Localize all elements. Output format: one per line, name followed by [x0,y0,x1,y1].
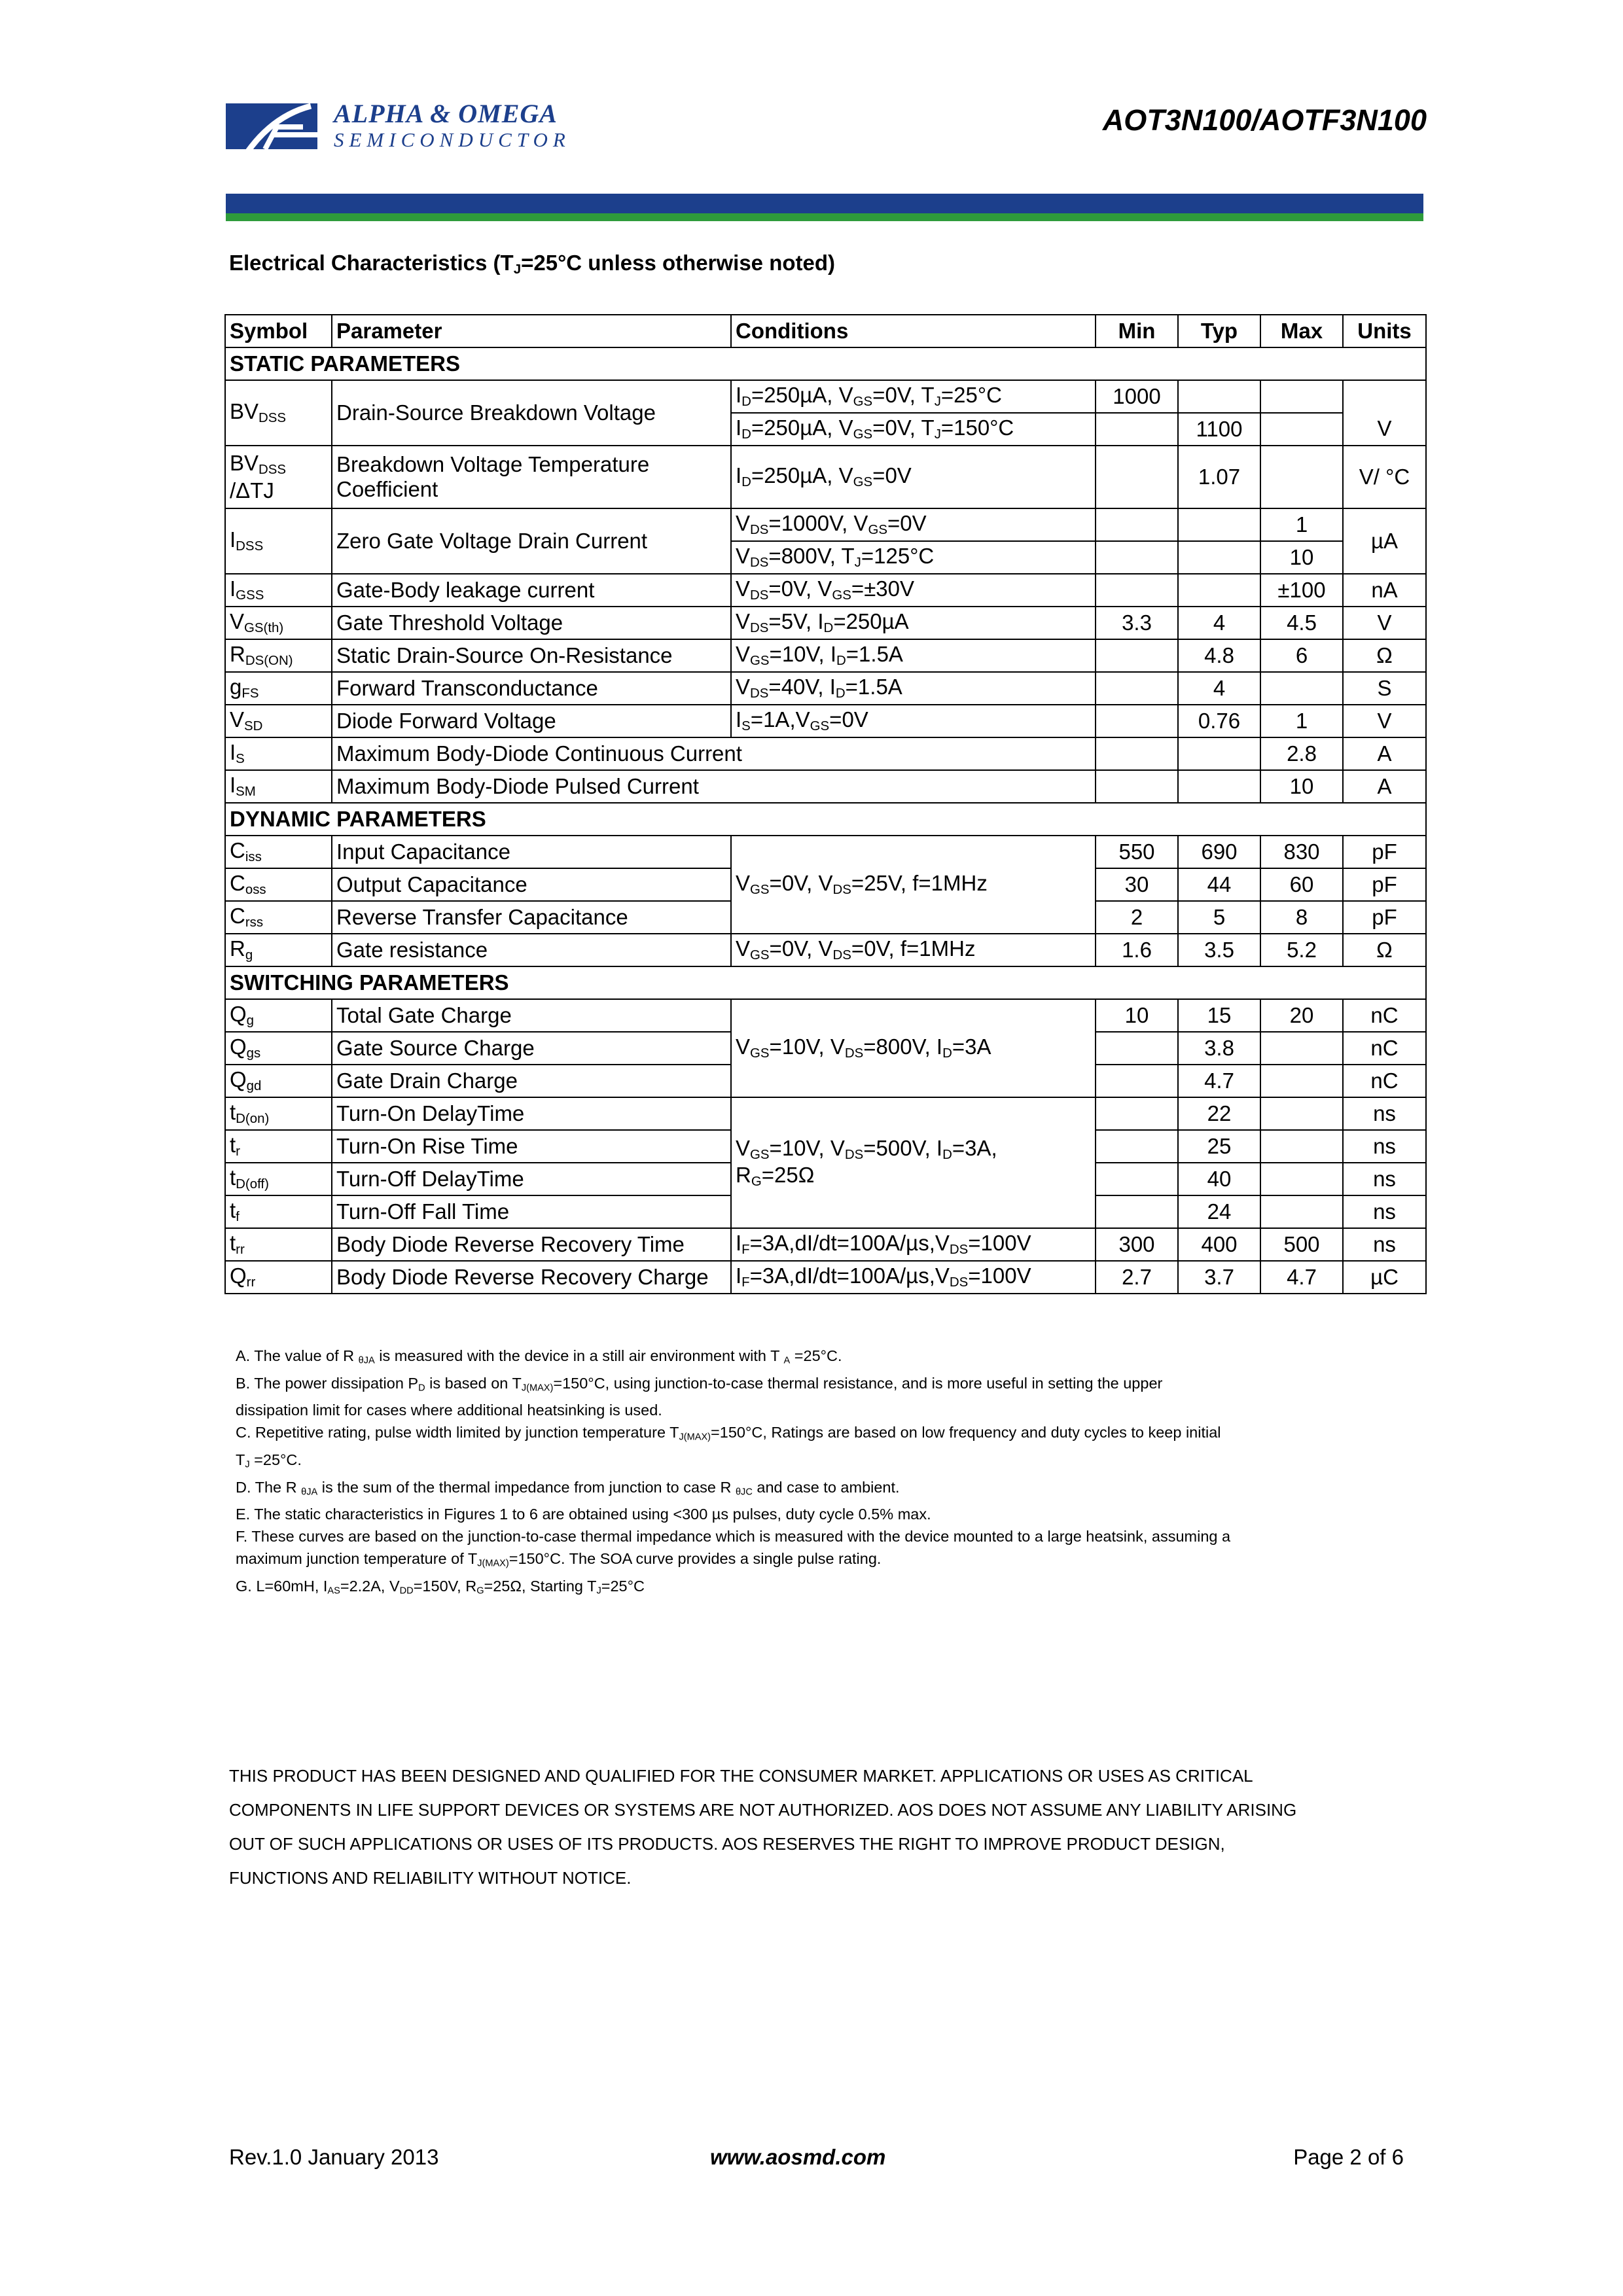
param-igss: Gate-Body leakage current [332,574,731,607]
typ-vsd: 0.76 [1178,705,1260,737]
note-a: A. The value of R $_{\theta JA}$ is measured with the device in a still air environment with T $_A$ =25°C. [236,1347,842,1366]
company-division: SEMICONDUCTOR [334,128,571,151]
table-row [225,574,1426,607]
max-igss: ±100 [1260,574,1343,607]
disclaimer-line: THIS PRODUCT HAS BEEN DESIGNED AND QUALIFIED FOR THE CONSUMER MARKET. APPLICATIONS OR USES AS CRITICAL [229,1766,1253,1786]
table-row [225,934,1426,966]
note-b-cont: dissipation limit for cases where additional heatsinking is used. [236,1402,662,1419]
typ-rg: 3.5 [1178,934,1260,966]
units-bvdss-tc: V/ °C [1343,446,1426,508]
param-idss: Zero Gate Voltage Drain Current [332,508,731,574]
disclaimer-line: OUT OF SUCH APPLICATIONS OR USES OF ITS PRODUCTS. AOS RESERVES THE RIGHT TO IMPROVE PRODUCT DESIGN, [229,1834,1225,1854]
table-row [225,508,1426,541]
section-title: Electrical Characteristics ($T_J=25^\circ C$ unless otherwise noted) [229,251,835,277]
param-rdson: Static Drain-Source On-Resistance [332,639,731,672]
units-tdoff: ns [1343,1163,1426,1195]
symbol-vgsth: $V_{GS(th)}$ [225,607,332,639]
table-row [225,1097,1426,1130]
symbol-trr: $t_{rr}$ [225,1228,332,1261]
symbol-tdoff: $t_{D(off)}$ [225,1163,332,1195]
note-f: F. These curves are based on the junction-to-case thermal impedance which is measured with the device mounted to a large heatsink, assuming a [236,1528,1231,1545]
cond-switching: $V_{GS}=10V$, $V_{DS}=500V$, $I_D=3A$, $R_G=25\Omega$ [731,1097,1096,1228]
param-ciss: Input Capacitance [332,836,731,868]
disclaimer-line: COMPONENTS IN LIFE SUPPORT DEVICES OR SYSTEMS ARE NOT AUTHORIZED. AOS DOES NOT ASSUME ANY LIABILITY ARISING [229,1800,1297,1820]
cond-rg: $V_{GS}=0V$, $V_{DS}=0V$, f=1MHz [731,934,1096,966]
cond-igss: $V_{DS}=0V$, $V_{GS}=\pm 30V$ [731,574,1096,607]
max-ism: 10 [1260,770,1343,803]
max-vsd: 1 [1260,705,1343,737]
min-vgsth: 3.3 [1096,607,1178,639]
note-f-cont: maximum junction temperature of $T_{J(MAX)}=150^\circ C$. The SOA curve provides a single pulse rating. [236,1550,882,1569]
units-tf: ns [1343,1195,1426,1228]
typ-ciss: 690 [1178,836,1260,868]
cond-bvdss-1: $I_D=250\mu A$, $V_{GS}=0V$, $T_J=25^\circ C$ [731,380,1096,413]
electrical-characteristics-table [224,314,1427,1294]
table-row [225,705,1426,737]
param-gfs: Forward Transconductance [332,672,731,705]
symbol-tr: $t_r$ [225,1130,332,1163]
disclaimer-line: FUNCTIONS AND RELIABILITY WITHOUT NOTICE. [229,1868,632,1888]
param-tdon: Turn-On DelayTime [332,1097,731,1130]
min-ciss: 550 [1096,836,1178,868]
symbol-crss: $C_{rss}$ [225,901,332,934]
units-vgsth: V [1343,607,1426,639]
typ-qgs: 3.8 [1178,1032,1260,1065]
cond-trr: $I_F=3A,dI/dt=100A/\mu s,V_{DS}=100V$ [731,1228,1096,1261]
footer-website-link[interactable]: www.aosmd.com [710,2145,886,2169]
symbol-tf: $t_f$ [225,1195,332,1228]
cond-qrr: $I_F=3A,dI/dt=100A/\mu s,V_{DS}=100V$ [731,1261,1096,1294]
table-row [225,1261,1426,1294]
table-row [225,1228,1426,1261]
param-coss: Output Capacitance [332,868,731,901]
table-row [225,999,1426,1032]
param-qg: Total Gate Charge [332,999,731,1032]
symbol-igss: $I_{GSS}$ [225,574,332,607]
header-parameter: Parameter [332,315,731,347]
typ-qg: 15 [1178,999,1260,1032]
min-coss: 30 [1096,868,1178,901]
units-tdon: ns [1343,1097,1426,1130]
section-static: STATIC PARAMETERS [225,347,1426,380]
symbol-is: $I_S$ [225,737,332,770]
param-qrr: Body Diode Reverse Recovery Charge [332,1261,731,1294]
symbol-qg: $Q_g$ [225,999,332,1032]
typ-trr: 400 [1178,1228,1260,1261]
symbol-coss: $C_{oss}$ [225,868,332,901]
symbol-tdon: $t_{D(on)}$ [225,1097,332,1130]
table-row [225,836,1426,868]
min-qrr: 2.7 [1096,1261,1178,1294]
param-vsd: Diode Forward Voltage [332,705,731,737]
cond-idss-2: $V_{DS}=800V$, $T_J=125^\circ C$ [731,541,1096,574]
table-row [225,639,1426,672]
table-row [225,672,1426,705]
units-qgs: nC [1343,1032,1426,1065]
min-rg: 1.6 [1096,934,1178,966]
max-coss: 60 [1260,868,1343,901]
note-b: B. The power dissipation $P_D$ is based on $T_{J(MAX)}=150^\circ C$, using junction-to-case thermal resistance, and is more useful in setting the upper [236,1374,1163,1394]
param-bvdss-tc: Breakdown Voltage Temperature Coefficient [332,446,731,508]
typ-tf: 24 [1178,1195,1260,1228]
typ-bvdss-2: 1100 [1178,413,1260,446]
note-c: C. Repetitive rating, pulse width limited by junction temperature $T_{J(MAX)}=150^\circ C$, Ratings are based on low frequency and duty cycles to keep initial [236,1424,1221,1443]
max-crss: 8 [1260,901,1343,934]
units-idss: µA [1343,508,1426,574]
units-igss: nA [1343,574,1426,607]
symbol-rdson: $R_{DS(ON)}$ [225,639,332,672]
typ-qrr: 3.7 [1178,1261,1260,1294]
part-number: AOT3N100/AOTF3N100 [1102,103,1427,137]
units-crss: pF [1343,901,1426,934]
header-conditions: Conditions [731,315,1096,347]
min-bvdss-1: 1000 [1096,380,1178,413]
symbol-idss: $I_{DSS}$ [225,508,332,574]
param-tr: Turn-On Rise Time [332,1130,731,1163]
param-qgs: Gate Source Charge [332,1032,731,1065]
cond-rdson: $V_{GS}=10V$, $I_D=1.5A$ [731,639,1096,672]
param-tf: Turn-Off Fall Time [332,1195,731,1228]
max-rg: 5.2 [1260,934,1343,966]
param-bvdss: Drain-Source Breakdown Voltage [332,380,731,446]
units-ism: A [1343,770,1426,803]
units-rg: Ω [1343,934,1426,966]
max-is: 2.8 [1260,737,1343,770]
typ-tdoff: 40 [1178,1163,1260,1195]
min-trr: 300 [1096,1228,1178,1261]
typ-crss: 5 [1178,901,1260,934]
param-tdoff: Turn-Off DelayTime [332,1163,731,1195]
table-row [225,737,1426,770]
units-qrr: µC [1343,1261,1426,1294]
max-idss-2: 10 [1260,541,1343,574]
note-g: G. L=60mH, $I_{AS}=2.2A$, $V_{DD}=150V$, $R_G=25\Omega$, Starting $T_J=25^\circ C$ [236,1577,645,1597]
max-vgsth: 4.5 [1260,607,1343,639]
header-symbol: Symbol [225,315,332,347]
table-row [225,446,1426,508]
cond-gfs: $V_{DS}=40V$, $I_D=1.5A$ [731,672,1096,705]
symbol-bvdss-tc: $BV_{DSS}$ /ΔTJ [225,446,332,508]
typ-vgsth: 4 [1178,607,1260,639]
typ-qgd: 4.7 [1178,1065,1260,1097]
header-typ: Typ [1178,315,1260,347]
symbol-qgs: $Q_{gs}$ [225,1032,332,1065]
header-band-blue [226,194,1423,213]
units-is: A [1343,737,1426,770]
param-crss: Reverse Transfer Capacitance [332,901,731,934]
symbol-gfs: $g_{FS}$ [225,672,332,705]
param-ism: Maximum Body-Diode Pulsed Current [332,770,1096,803]
header-band-green [226,213,1423,221]
table-row [225,380,1426,413]
max-qrr: 4.7 [1260,1261,1343,1294]
units-rdson: Ω [1343,639,1426,672]
units-ciss: pF [1343,836,1426,868]
param-qgd: Gate Drain Charge [332,1065,731,1097]
typ-tdon: 22 [1178,1097,1260,1130]
typ-coss: 44 [1178,868,1260,901]
company-name: ALPHA & OMEGA [334,99,558,128]
min-qg: 10 [1096,999,1178,1032]
symbol-rg: $R_g$ [225,934,332,966]
units-qgd: nC [1343,1065,1426,1097]
max-ciss: 830 [1260,836,1343,868]
footnotes [236,1345,1414,1602]
note-d: D. The R $_{\theta JA}$ is the sum of the thermal impedance from junction to case R $_{\theta JC}$ and case to ambient. [236,1478,900,1498]
units-bvdss: V [1343,380,1426,446]
units-coss: pF [1343,868,1426,901]
max-idss-1: 1 [1260,508,1343,541]
disclaimer [229,1759,1407,1895]
typ-tr: 25 [1178,1130,1260,1163]
symbol-bvdss: $BV_{DSS}$ [225,380,332,446]
max-rdson: 6 [1260,639,1343,672]
typ-bvdss-tc: 1.07 [1178,446,1260,508]
symbol-qgd: $Q_{gd}$ [225,1065,332,1097]
param-trr: Body Diode Reverse Recovery Time [332,1228,731,1261]
header-min: Min [1096,315,1178,347]
units-gfs: S [1343,672,1426,705]
cond-idss-1: $V_{DS}=1000V$, $V_{GS}=0V$ [731,508,1096,541]
symbol-vsd: $V_{SD}$ [225,705,332,737]
symbol-ism: $I_{SM}$ [225,770,332,803]
footer-revision: Rev.1.0 January 2013 [229,2145,439,2169]
cond-vsd: $I_S=1A,V_{GS}=0V$ [731,705,1096,737]
typ-gfs: 4 [1178,672,1260,705]
max-qg: 20 [1260,999,1343,1032]
header-units: Units [1343,315,1426,347]
typ-rdson: 4.8 [1178,639,1260,672]
units-trr: ns [1343,1228,1426,1261]
note-c-cont: $T_J =25^\circ C$. [236,1451,302,1470]
table-header-row [225,315,1426,347]
min-crss: 2 [1096,901,1178,934]
note-e: E. The static characteristics in Figures 1 to 6 are obtained using <300 µs pulses, duty cycle 0.5% max. [236,1506,931,1523]
cond-bvdss-2: $I_D=250\mu A$, $V_{GS}=0V$, $T_J=150^\circ C$ [731,413,1096,446]
param-is: Maximum Body-Diode Continuous Current [332,737,1096,770]
section-switching: SWITCHING PARAMETERS [225,966,1426,999]
symbol-ciss: $C_{iss}$ [225,836,332,868]
footer-page-number: Page 2 of 6 [1293,2145,1404,2169]
symbol-qrr: $Q_{rr}$ [225,1261,332,1294]
header-max: Max [1260,315,1343,347]
units-qg: nC [1343,999,1426,1032]
table-row [225,770,1426,803]
section-dynamic: DYNAMIC PARAMETERS [225,803,1426,836]
max-trr: 500 [1260,1228,1343,1261]
cond-capacitance: $V_{GS}=0V$, $V_{DS}=25V$, f=1MHz [731,836,1096,934]
param-vgsth: Gate Threshold Voltage [332,607,731,639]
table-row [225,607,1426,639]
cond-bvdss-tc: $I_D=250\mu A$, $V_{GS}=0V$ [731,446,1096,508]
units-tr: ns [1343,1130,1426,1163]
cond-vgsth: $V_{DS}=5V$, $I_D=250\mu A$ [731,607,1096,639]
param-rg: Gate resistance [332,934,731,966]
cond-gate-charge: $V_{GS}=10V$, $V_{DS}=800V$, $I_D=3A$ [731,999,1096,1097]
units-vsd: V [1343,705,1426,737]
